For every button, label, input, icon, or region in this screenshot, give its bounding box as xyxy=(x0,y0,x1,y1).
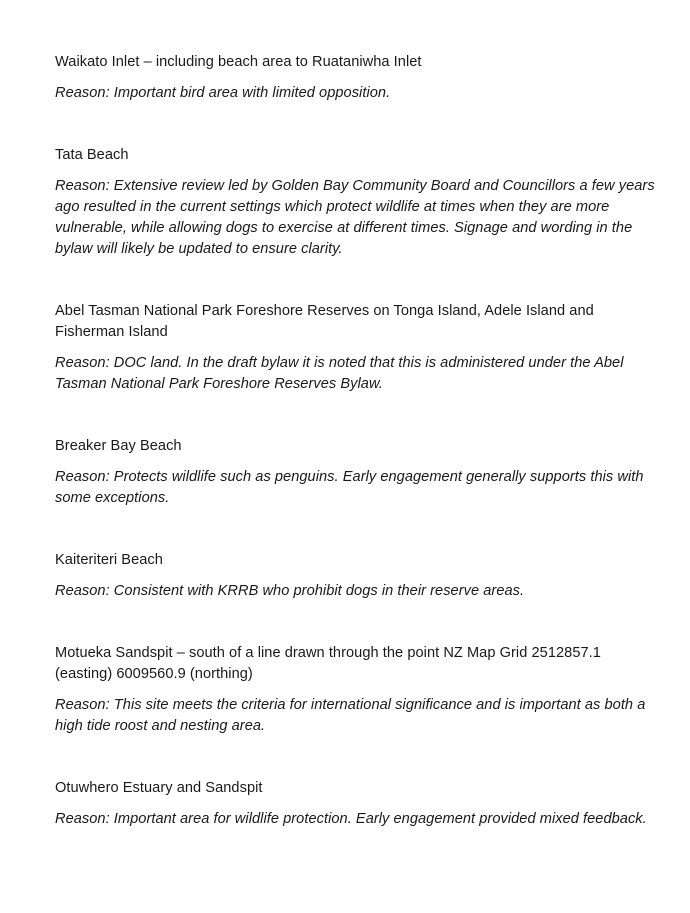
location-name: Otuwhero Estuary and Sandspit xyxy=(55,780,263,796)
location-name: Breaker Bay Beach xyxy=(55,438,182,454)
list-item xyxy=(55,145,655,260)
location-name: Kaiteriteri Beach xyxy=(55,552,163,568)
reason-text: Reason: Extensive review led by Golden Bay Community Board and Councillors a few years ago resulted in the current settings which protect wildlife at times when they are more vulnerable, while allowing dogs to exercise at different times. Signage and wording in the bylaw will likely be updated to ensure clarity. xyxy=(55,178,655,257)
location-name: Waikato Inlet – including beach area to Ruataniwha Inlet xyxy=(55,54,422,70)
list-item xyxy=(55,52,655,104)
list-item xyxy=(55,550,655,602)
reason-text: Reason: Important area for wildlife protection. Early engagement provided mixed feedback. xyxy=(55,811,647,827)
reason-text: Reason: Consistent with KRRB who prohibit dogs in their reserve areas. xyxy=(55,583,525,599)
list-item xyxy=(55,301,655,395)
reason-text: Reason: Protects wildlife such as penguins. Early engagement generally supports this with some exceptions. xyxy=(55,469,644,506)
location-name: Abel Tasman National Park Foreshore Reserves on Tonga Island, Adele Island and Fisherman Island xyxy=(55,303,594,340)
list-item xyxy=(55,643,655,737)
reason-text: Reason: Important bird area with limited opposition. xyxy=(55,85,391,101)
document-page xyxy=(55,52,655,830)
location-name: Motueka Sandspit – south of a line drawn through the point NZ Map Grid 2512857.1 (easting) 6009560.9 (northing) xyxy=(55,645,601,682)
list-item xyxy=(55,778,655,830)
reason-text: Reason: DOC land. In the draft bylaw it is noted that this is administered under the Abel Tasman National Park Foreshore Reserves Bylaw. xyxy=(55,355,624,392)
list-item xyxy=(55,436,655,509)
location-name: Tata Beach xyxy=(55,147,129,163)
reason-text: Reason: This site meets the criteria for international significance and is important as both a high tide roost and nesting area. xyxy=(55,697,646,734)
